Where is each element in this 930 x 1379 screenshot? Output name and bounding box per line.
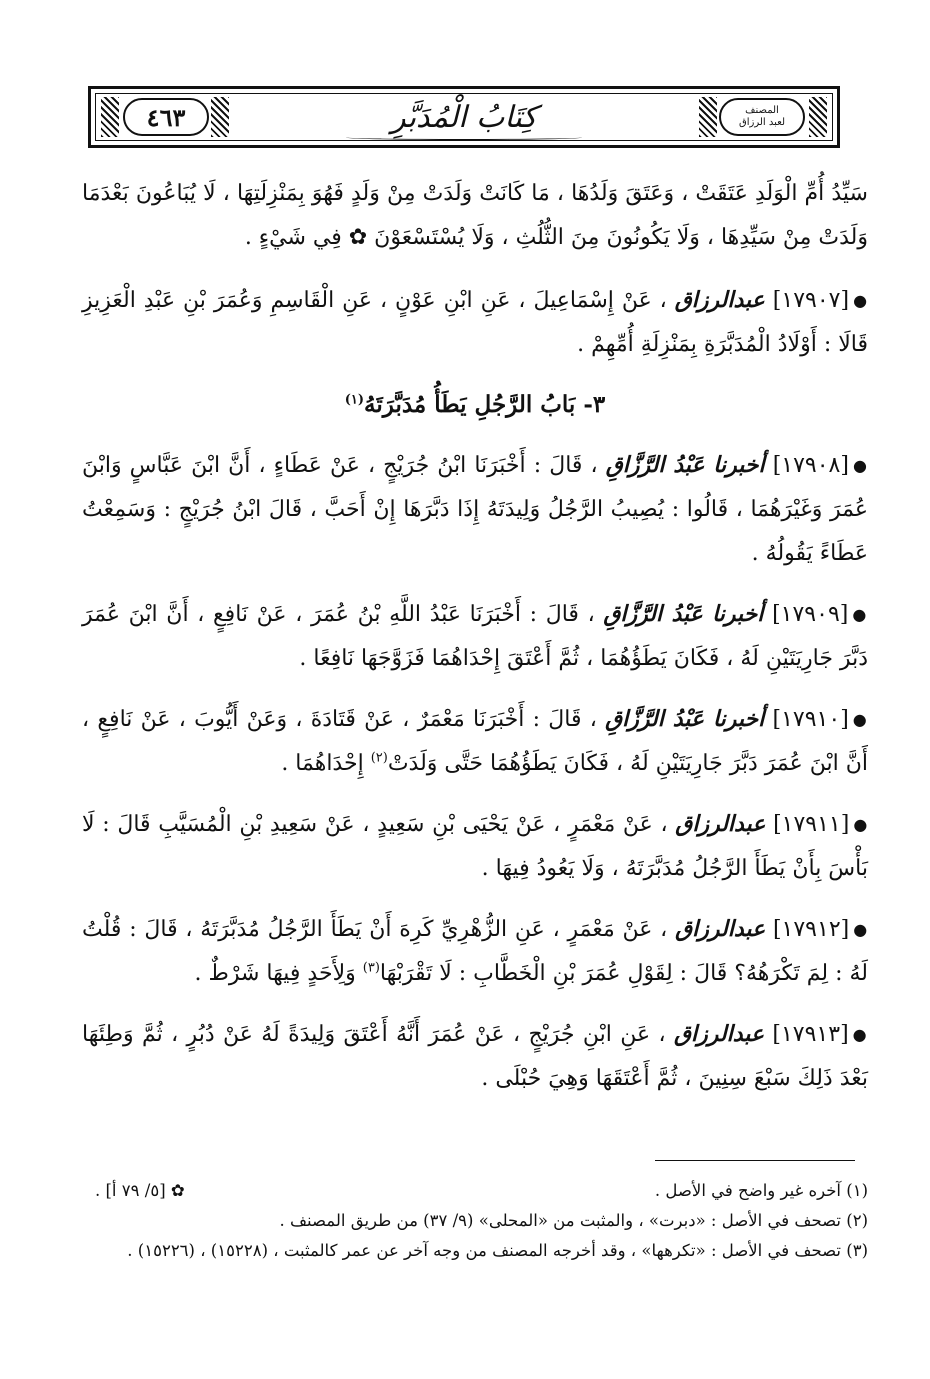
hadith-17911 xyxy=(82,802,868,891)
hadith-source: عبدالرزاق xyxy=(675,811,766,837)
folio-marker: ✿ [٥/ ٧٩ أ] . xyxy=(95,1181,185,1200)
bullet-icon: ● xyxy=(853,920,868,939)
hadith-number: [١٧٩١٢] xyxy=(772,917,850,942)
hadith-text-end: وَلِأَحَدٍ فِيهَا شَرْطٌ . xyxy=(194,961,356,986)
book-title: كِتَابُ الْمُدَبَّرِ xyxy=(391,99,537,135)
hadith-number: [١٧٩١١] xyxy=(773,812,850,837)
chapter-title: ٣- بَابُ الرَّجُلِ يَطَأُ مُدَبَّرَتَهُ xyxy=(364,391,606,418)
page-header xyxy=(88,86,840,148)
hadith-text: ، عَنْ مَعْمَرٍ ، عَنِ الزُّهْرِيِّ كَرِهَ أَنْ يَطَأَ الرَّجُلُ مُدَبَّرَتَهُ ، قَالَ : قُلْتُ لَهُ : لِمَ تَكْرَهُهُ؟ قَالَ : لِقَوْلِ عُمَرَ بْنِ الْخَطَّابِ : لَا تَقْرَبْهَا xyxy=(82,917,868,986)
bullet-icon: ● xyxy=(852,605,868,624)
footnote-divider xyxy=(655,1160,855,1161)
seal-line-1: المصنف xyxy=(745,105,779,116)
hadith-source: أخبرنا عَبْدُ الرَّزَّاقِ xyxy=(605,706,765,732)
hadith-17909 xyxy=(82,592,868,681)
hadith-17910 xyxy=(82,697,868,786)
chapter-heading xyxy=(82,383,868,427)
hadith-source: عبدالرزاق xyxy=(674,287,765,313)
hadith-17907 xyxy=(82,278,868,367)
continuation-paragraph: سَيِّدُ أُمِّ الْوَلَدِ عَتَقَتْ ، وَعَتَقَ وَلَدُهَا ، مَا كَانَتْ وَلَدَتْ مِنْ وَلَدٍ فَهُوَ بِمَنْزِلَتِهَا ، لَا يُبَاعُونَ بَعْدَمَا وَلَدَتْ مِنْ سَيِّدِهَا ، وَلَا يَكُونُونَ مِنَ الثُّلُثِ ، وَلَا يُسْتَسْعَوْنَ ✿ فِي شَيْءٍ . xyxy=(82,181,868,250)
footnote-row-1 xyxy=(95,1176,868,1206)
hadith-text: ، قَالَ : أَخْبَرَنَا عَبْدُ اللَّهِ بْنُ عُمَرَ ، عَنْ نَافِعٍ ، أَنَّ ابْنَ عُمَرَ دَبَّرَ جَارِيَتَيْنِ لَهُ ، فَكَانَ يَطَؤُهُمَا ، ثُمَّ أَعْتَقَ إِحْدَاهُمَا فَزَوَّجَهَا نَافِعًا . xyxy=(82,602,868,671)
footnote-2: (٢) تصحف في الأصل : «دبرت» ، والمثبت من «المحلى» (٩/ ٣٧) من طريق المصنف . xyxy=(279,1211,868,1230)
hadith-number: [١٧٩١٣] xyxy=(772,1022,849,1047)
hadith-text-end: إِحْدَاهُمَا . xyxy=(281,751,364,776)
footnotes xyxy=(95,1176,868,1266)
hadith-source: أخبرنا عَبْدُ الرَّزَّاقِ xyxy=(603,601,764,627)
header-ornament-left-inner xyxy=(211,97,229,137)
seal-line-2: لعبد الرزاق xyxy=(738,117,786,128)
hadith-17913 xyxy=(82,1012,868,1101)
bullet-icon: ● xyxy=(853,291,868,310)
header-ornament-right-inner xyxy=(699,97,717,137)
header-ornament-right xyxy=(809,97,827,137)
hadith-source: عبدالرزاق xyxy=(673,1021,765,1047)
hadith-text: ، عَنِ ابْنِ جُرَيْجٍ ، عَنْ عُمَرَ أَنَّهُ أَعْتَقَ وَلِيدَةً لَهُ عَنْ دُبُرٍ ، ثُمَّ وَطِئَهَا بَعْدَ ذَلِكَ سَبْعَ سِنِينَ ، ثُمَّ أَعْتَقَهَا وَهِيَ حُبْلَى . xyxy=(82,1022,868,1091)
book-seal xyxy=(719,98,805,136)
hadith-number: [١٧٩٠٨] xyxy=(772,453,849,478)
footnote-3: (٣) تصحف في الأصل : «تكرهها» ، وقد أخرجه المصنف من وجه آخر عن عمر كالمثبت ، (١٥٢٢٨) ، (١٥٢٢٦) . xyxy=(127,1241,868,1260)
hadith-source: أخبرنا عَبْدُ الرَّزَّاقِ xyxy=(605,452,765,478)
hadith-number: [١٧٩١٠] xyxy=(772,707,849,732)
main-text xyxy=(82,172,868,1117)
page-number: ٤٦٣ xyxy=(123,98,209,136)
footnote-1: (١) آخره غير واضح في الأصل . xyxy=(654,1181,868,1200)
footnote-ref-2: (٢) xyxy=(370,750,388,766)
hadith-source: عبدالرزاق xyxy=(675,916,766,942)
bullet-icon: ● xyxy=(852,710,869,729)
hadith-17912 xyxy=(82,907,868,996)
footnote-ref-1: (١) xyxy=(344,392,365,408)
title-flourish xyxy=(346,135,582,140)
hadith-number: [١٧٩٠٧] xyxy=(772,288,850,313)
hadith-text: ، قَالَ : أَخْبَرَنَا ابْنُ جُرَيْجٍ ، عَنْ عَطَاءٍ ، أَنَّ ابْنَ عَبَّاسٍ وَابْنَ عُمَرَ وَغَيْرَهُمَا ، قَالُوا : يُصِيبُ الرَّجُلُ وَلِيدَتَهُ إِذَا دَبَّرَهَا إِنْ أَحَبَّ ، قَالَ ابْنُ جُرَيْجٍ : وَسَمِعْتُ عَطَاءً يَقُولُهُ . xyxy=(82,453,868,566)
hadith-17908 xyxy=(82,443,868,576)
bullet-icon: ● xyxy=(852,456,869,475)
hadith-number: [١٧٩٠٩] xyxy=(772,602,849,627)
footnote-ref-3: (٣) xyxy=(362,960,380,976)
hadith-text: ، قَالَ : أَخْبَرَنَا مَعْمَرٌ ، عَنْ قَتَادَةَ ، وَعَنْ أَيُّوبَ ، عَنْ نَافِعٍ ، أَنَّ ابْنَ عُمَرَ دَبَّرَ جَارِيَتَيْنِ لَهُ ، فَكَانَ يَطَؤُهُمَا حَتَّى وَلَدَتْ xyxy=(82,707,868,776)
header-ornament-left xyxy=(101,97,119,137)
bullet-icon: ● xyxy=(853,815,868,834)
hadith-text: ، عَنْ إِسْمَاعِيلَ ، عَنِ ابْنِ عَوْنٍ ، عَنِ الْقَاسِمِ وَعُمَرَ بْنِ عَبْدِ الْعَزِيزِ قَالَا : أَوْلَادُ الْمُدَبَّرَةِ بِمَنْزِلَةِ أُمِّهِمْ . xyxy=(82,288,868,357)
bullet-icon: ● xyxy=(852,1025,868,1044)
hadith-text: ، عَنْ مَعْمَرٍ ، عَنْ يَحْيَى بْنِ سَعِيدٍ ، عَنْ سَعِيدِ بْنِ الْمُسَيَّبِ قَالَ : لَا بَأْسَ بِأَنْ يَطَأَ الرَّجُلُ مُدَبَّرَتَهُ ، وَلَا يَعُودُ فِيهَا . xyxy=(82,812,868,881)
